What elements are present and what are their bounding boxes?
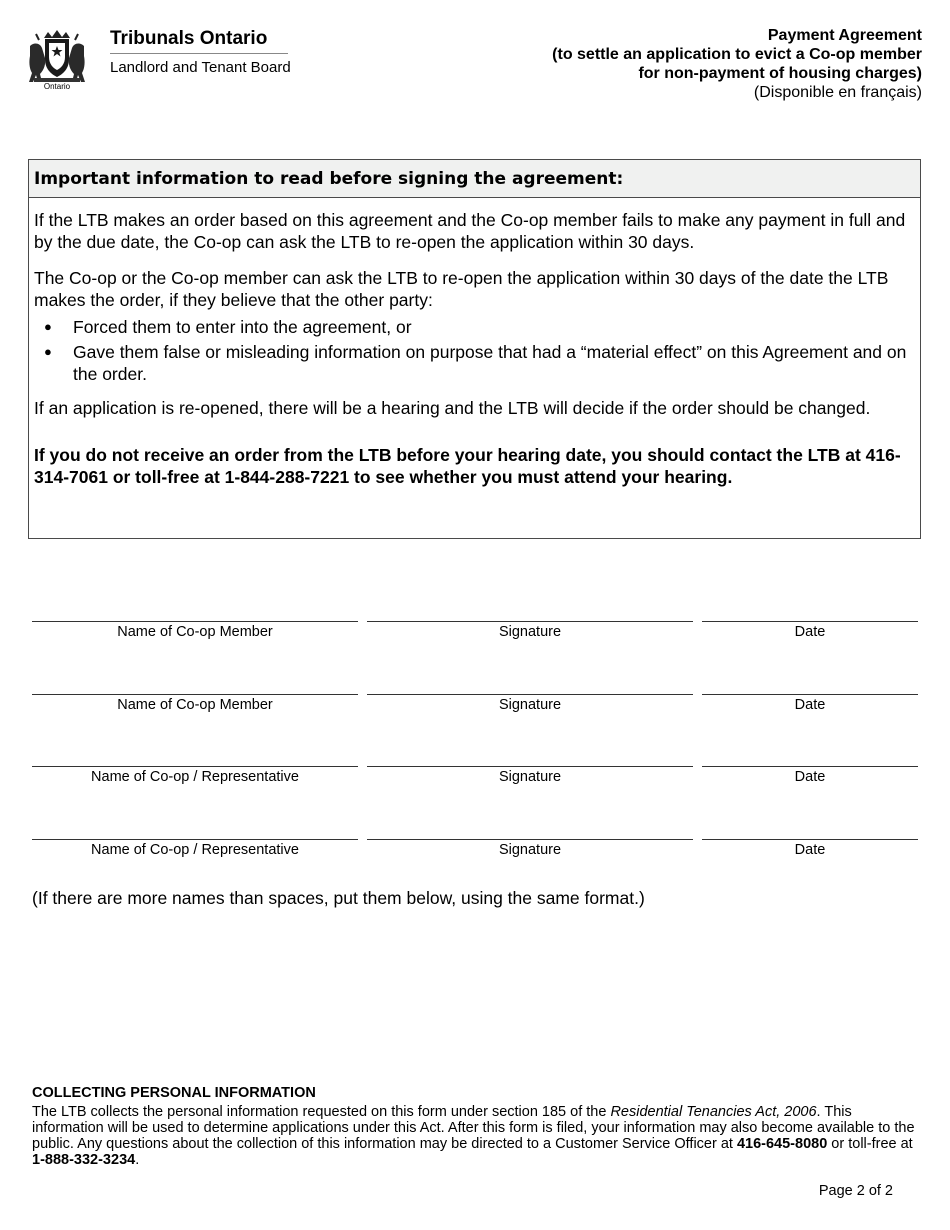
bullet-text: Forced them to enter into the agreement, or — [73, 317, 412, 337]
name-label: Name of Co-op / Representative — [91, 769, 299, 785]
organization-block — [110, 28, 291, 77]
collecting-title: COLLECTING PERSONAL INFORMATION — [32, 1085, 316, 1101]
signature-label: Signature — [498, 697, 562, 713]
bullet-icon: ● — [44, 319, 52, 334]
date-label: Date — [794, 769, 826, 785]
signature-line[interactable] — [367, 621, 693, 622]
name-line[interactable] — [32, 766, 358, 767]
form-title-line2: (to settle an application to evict a Co-op member — [552, 46, 922, 63]
important-information-box — [28, 159, 921, 539]
form-title-line3: for non-payment of housing charges) — [638, 65, 922, 82]
signature-line[interactable] — [367, 694, 693, 695]
date-label: Date — [794, 624, 826, 640]
name-line[interactable] — [32, 694, 358, 695]
act-name: Residential Tenancies Act, 2006 — [610, 1104, 817, 1120]
info-bullet-list — [34, 316, 915, 385]
date-line[interactable] — [702, 839, 918, 840]
collecting-text-part4: . — [135, 1152, 140, 1168]
important-information-body — [29, 198, 920, 488]
ontario-coat-of-arms-logo — [22, 24, 92, 94]
signature-label: Signature — [498, 769, 562, 785]
name-label: Name of Co-op Member — [117, 624, 273, 640]
signature-row-1 — [32, 621, 918, 645]
collecting-text-part1: The LTB collects the personal information requested on this form under section 185 of the — [32, 1104, 611, 1120]
bullet-icon: ● — [44, 344, 52, 359]
organization-name: Tribunals Ontario — [110, 28, 268, 49]
french-availability: (Disponible en français) — [753, 84, 922, 101]
info-paragraph-1: If the LTB makes an order based on this agreement and the Co-op member fails to make any payment in full and by the due date, the Co-op can ask the LTB to re-open the application within 30 days. — [34, 210, 906, 252]
logo-caption: Ontario — [43, 82, 71, 91]
more-names-note: (If there are more names than spaces, put them below, using the same format.) — [32, 888, 645, 908]
name-label: Name of Co-op / Representative — [91, 842, 299, 858]
name-label: Name of Co-op Member — [117, 697, 273, 713]
info-paragraph-contact: If you do not receive an order from the LTB before your hearing date, you should contact the LTB at 416-314-7061 or toll-free at 1-844-288-7221 to see whether you must attend your hearing. — [34, 445, 901, 487]
name-line[interactable] — [32, 621, 358, 622]
signature-row-4 — [32, 839, 918, 863]
date-label: Date — [794, 697, 826, 713]
form-title-block — [552, 26, 922, 102]
list-item — [34, 316, 915, 338]
organization-divider — [110, 53, 288, 54]
collecting-text-part2: . This information will be used to determine applications under this Act. After this form is filed, your information may also become available to the public. Any questions about the collection of this information may be directed to a Customer Service Officer at — [32, 1104, 915, 1152]
signature-line[interactable] — [367, 839, 693, 840]
date-line[interactable] — [702, 694, 918, 695]
signature-label: Signature — [498, 624, 562, 640]
collecting-text-part3: or toll-free at — [827, 1136, 913, 1152]
name-line[interactable] — [32, 839, 358, 840]
signature-row-2 — [32, 694, 918, 718]
info-paragraph-2: The Co-op or the Co-op member can ask the LTB to re-open the application within 30 days of the date the LTB makes the order, if they believe that the other party: — [34, 268, 889, 310]
signature-label: Signature — [498, 842, 562, 858]
date-line[interactable] — [702, 766, 918, 767]
organization-subtitle: Landlord and Tenant Board — [110, 59, 291, 76]
signature-line[interactable] — [367, 766, 693, 767]
info-paragraph-3: If an application is re-opened, there will be a hearing and the LTB will decide if the order should be changed. — [34, 398, 871, 418]
signature-row-3 — [32, 766, 918, 790]
important-information-heading: Important information to read before signing the agreement: — [29, 160, 920, 198]
bullet-text: Gave them false or misleading information on purpose that had a “material effect” on this Agreement and on the order. — [73, 342, 907, 384]
page-number: Page 2 of 2 — [818, 1183, 893, 1199]
form-title-line1: Payment Agreement — [767, 27, 922, 44]
date-label: Date — [794, 842, 826, 858]
list-item — [34, 341, 915, 385]
collecting-personal-information — [32, 1085, 922, 1168]
phone-number-tollfree: 1-888-332-3234 — [32, 1152, 136, 1168]
collecting-text — [32, 1104, 922, 1168]
date-line[interactable] — [702, 621, 918, 622]
phone-number-local: 416-645-8080 — [736, 1136, 828, 1152]
